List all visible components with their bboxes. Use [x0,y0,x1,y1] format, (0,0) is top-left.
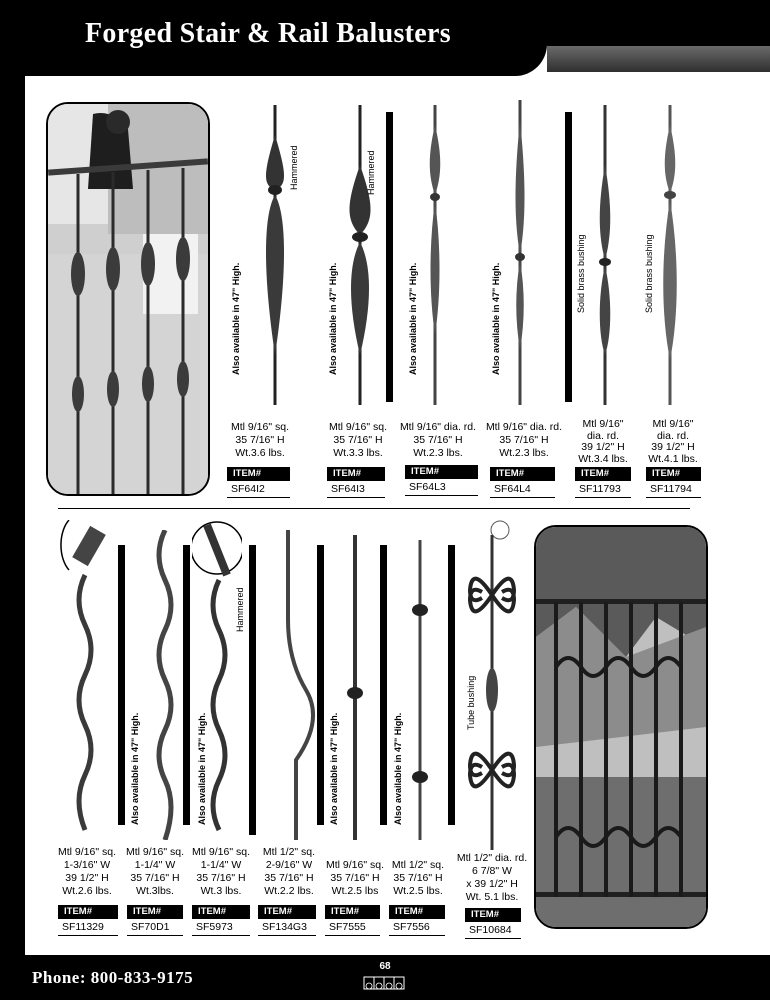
spec-block: Mtl 1/2" dia. rd. 6 7/8" W x 39 1/2" H Wt. 5.1 lbs. [456,852,528,903]
spec-block: Mtl 9/16" sq. 35 7/16" H Wt.3.6 lbs. [230,421,289,459]
spec-block: Mtl 1/2" sq. 2-9/16" W 35 7/16" H Wt.2.2 lbs. [262,846,316,897]
header-gray-stripe [547,46,770,72]
item-tag [490,467,555,498]
baluster-sf64l3-image [420,105,450,405]
baluster-sf11329-image [55,520,115,840]
item-tag [258,905,316,936]
item-label: ITEM# [490,467,555,481]
spec-block: Mtl 9/16" dia. rd. 39 1/2" H Wt.3.4 lbs. [578,418,628,465]
item-label: ITEM# [327,467,385,481]
page-title: Forged Stair & Rail Balusters [85,18,451,49]
sku: SF134G3 [258,919,316,936]
item-tag [575,467,631,498]
item-tag [405,465,478,496]
page-number: 68 [379,961,391,972]
side-note: Also available in 47" High. [393,712,403,825]
side-note: Also available in 47" High. [408,262,418,375]
item-label: ITEM# [127,905,183,919]
side-note: Also available in 47" High. [329,712,339,825]
sku: SF7556 [389,919,445,936]
item-label: ITEM# [465,908,521,922]
sku: SF11329 [58,919,118,936]
item-tag [127,905,183,936]
spec-block: Mtl 9/16" dia. rd. 35 7/16" H Wt.2.3 lbs. [485,421,563,459]
spec-block: Mtl 9/16" sq. 35 7/16" H Wt.2.5 lbs [325,859,384,897]
section-divider [58,508,690,509]
baluster-sf134g3-image [270,530,320,840]
spec-block: Mtl 1/2" sq. 35 7/16" H Wt.2.5 lbs. [391,859,445,897]
separator-bar [386,112,393,402]
finish-note: Tube bushing [466,675,476,730]
side-note: Also available in 47" High. [491,262,501,375]
item-label: ITEM# [58,905,118,919]
item-tag [389,905,445,936]
spec-block: Mtl 9/16" sq. 1-1/4" W 35 7/16" H Wt.3lbs. [125,846,184,897]
sku: SF64I3 [327,481,385,498]
item-label: ITEM# [646,467,701,481]
sku: SF10684 [465,922,521,939]
spec-block: Mtl 9/16" sq. 35 7/16" H Wt.3.3 lbs. [328,421,387,459]
item-label: ITEM# [325,905,380,919]
baluster-sf7555-image [340,535,370,840]
separator-bar [380,545,387,825]
finish-note: Hammered [235,587,245,632]
sku: SF64I2 [227,481,290,498]
sku: SF7555 [325,919,380,936]
separator-bar [183,545,190,825]
header-band [547,0,770,46]
side-note: Also available in 47" High. [328,262,338,375]
item-label: ITEM# [389,905,445,919]
stair-photo [46,102,210,496]
baluster-sf11793-image [590,105,620,405]
item-label: ITEM# [227,467,290,481]
item-label: ITEM# [405,465,478,479]
sku: SF11793 [575,481,631,498]
spec-block: Mtl 9/16" dia. rd. 35 7/16" H Wt.2.3 lbs. [399,421,477,459]
side-note: Also available in 47" High. [130,712,140,825]
spec-block: Mtl 9/16" dia. rd. 39 1/2" H Wt.4.1 lbs. [648,418,698,465]
item-label: ITEM# [192,905,250,919]
side-note: Also available in 47" High. [231,262,241,375]
sku: SF64L3 [405,479,478,496]
spec-block: Mtl 9/16" sq. 1-1/4" W 35 7/16" H Wt.3 lbs. [191,846,250,897]
railing-photo [534,525,708,929]
separator-bar [118,545,125,825]
separator-bar [565,112,572,402]
railing-icon [360,976,410,990]
item-tag [325,905,380,936]
item-label: ITEM# [258,905,316,919]
sku: SF64L4 [490,481,555,498]
finish-note: Hammered [366,150,376,195]
item-tag [646,467,701,498]
separator-bar [317,545,324,825]
side-note: Also available in 47" High. [197,712,207,825]
item-tag [192,905,250,936]
item-tag [58,905,118,936]
sku: SF5973 [192,919,250,936]
separator-bar [249,545,256,835]
spec-block: Mtl 9/16" sq. 1-3/16" W 39 1/2" H Wt.2.6 lbs. [57,846,116,897]
left-border [0,0,25,1000]
phone-number: Phone: 800-833-9175 [32,968,194,987]
item-tag [227,467,290,498]
item-tag [327,467,385,498]
sku: SF70D1 [127,919,183,936]
sku: SF11794 [646,481,701,498]
finish-note: Solid brass bushing [576,234,586,313]
finish-note: Solid brass bushing [644,234,654,313]
item-tag [465,908,521,939]
baluster-sf64l4-image [505,100,535,405]
separator-bar [448,545,455,825]
finish-note: Hammered [289,145,299,190]
baluster-sf7556-image [405,540,435,840]
item-label: ITEM# [575,467,631,481]
baluster-sf11794-image [655,105,685,405]
